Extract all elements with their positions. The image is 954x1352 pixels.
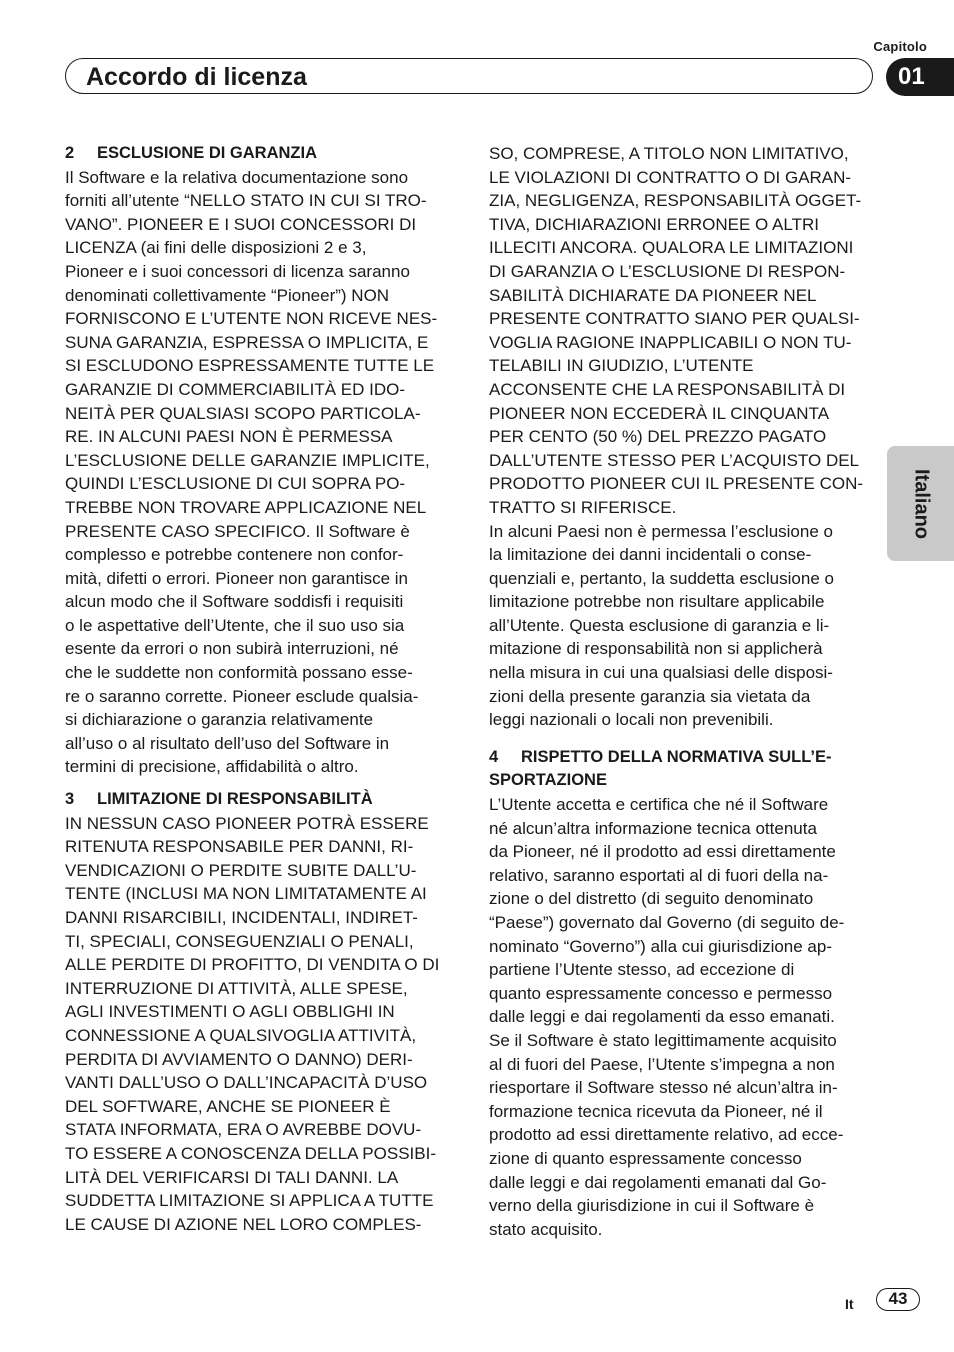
chapter-number: 01 — [898, 63, 925, 90]
section-body-3-continued: SO, COMPRESE, A TITOLO NON LIMITATIVO, LE VIOLAZIONI DI CONTRATTO O DI GARAN- ZIA, NEGLIGENZA, RESPONSABILITÀ OGGET- TIVA, DICHIARAZIONI ERRONEE O ALTRI ILLECITI ANCORA. QUALORA LE LIMITAZIONI DI GARANZIA O L’ESCLUSIONE DI RESPON- SABILITÀ DICHIARATE DA PIONEER NEL PRESENTE CONTRATTO SIANO PER QUALSI- VOGLIA RAGIONE INAPPLICABILI O NON TU- TELABILI IN GIUDIZIO, L’UTENTE ACCONSENTE CHE LA RESPONSABILITÀ DI PIONEER NON ECCEDERÀ IL CINQUANTA PER CENTO (50 %) DEL PREZZO PAGATO DALL’UTENTE STESSO PER L’ACQUISTO DEL PRODOTTO PIONEER CUI IL PRESENTE CON- TRATTO SI RIFERISCE. — [489, 144, 864, 517]
section-body-2: Il Software e la relativa documentazione sono forniti all’utente “NELLO STATO IN CUI SI TRO- VANO”. PIONEER E I SUOI CONCESSORI DI LICENZA (ai fini delle disposizioni 2 e 3, Pioneer e i suoi concessori di licenza saranno denominati collettivamente “Pioneer”) NON FORNISCONO E L’UTENTE NON RICEVE NES- SUNA GARANZIA, ESPRESSA O IMPLICITA, E SI ESCLUDONO ESPRESSAMENTE TUTTE LE GARANZIE DI COMMERCIABILITÀ ED IDO- NEITÀ PER QUALSIASI SCOPO PARTICOLA- RE. IN ALCUNI PAESI NON È PERMESSA L’ESCLUSIONE DELLE GARANZIE IMPLICITE, QUINDI L’ESCLUSIONE DI CUI SOPRA PO- TREBBE NON TROVARE APPLICAZIONE NEL PRESENTE CASO SPECIFICO. Il Software è complesso e potrebbe contenere non confor- mità, difetti o errori. Pioneer non garantisce in alcun modo che il Software soddisfi i requisiti o le aspettative dell’Utente, che il suo uso sia esente da errori o non subirà interruzioni, né che le suddette non conformità possano esse- re o saranno corrette. Pioneer esclude qualsia- si dichiarazione o garanzia relativamente all’uso o al risultato dell’uso del Software in termini di precisione, affidabilità o altro. — [65, 167, 438, 777]
right-column — [489, 142, 879, 1241]
page-number: 43 — [888, 1289, 908, 1308]
title-bar — [65, 58, 873, 94]
section-heading-4 — [489, 746, 879, 793]
language-side-label: Italiano — [910, 468, 932, 539]
section-title-2: ESCLUSIONE DI GARANZIA — [97, 144, 318, 162]
section-number-4: 4 — [489, 747, 499, 766]
section-number-3: 3 — [65, 790, 75, 809]
section-heading-3 — [65, 788, 455, 812]
page-title: Accordo di licenza — [86, 63, 307, 91]
section-body-3: IN NESSUN CASO PIONEER POTRÀ ESSERE RITENUTA RESPONSABILE PER DANNI, RI- VENDICAZIONI O PERDITE SUBITE DALL’U- TENTE (INCLUSI MA NON LIMITATAMENTE AI DANNI RISARCIBILI, INCIDENTALI, INDIRET- TI, SPECIALI, CONSEGUENZIALI O PENALI, ALLE PERDITE DI PROFITTO, DI VENDITA O DI INTERRUZIONE DI ATTIVITÀ, ALLE SPESE, AGLI INVESTIMENTI O AGLI OBBLIGHI IN CONNESSIONE A QUALSIVOGLIA ATTIVITÀ, PERDITA DI AVVIAMENTO O DANNO) DERI- VANTI DALL’USO O DALL’INCAPACITÀ D’USO DEL SOFTWARE, ANCHE SE PIONEER È STATA INFORMATA, ERA O AVREBBE DOVU- TO ESSERE A CONOSCENZA DELLA POSSIBI- LITÀ DEL VERIFICARSI DI TALI DANNI. LA SUDDETTA LIMITAZIONE SI APPLICA A TUTTE LE CAUSE DI AZIONE NEL LORO COMPLES- — [65, 813, 440, 1234]
section-heading-2 — [65, 142, 455, 166]
footer-language-code: It — [845, 1296, 854, 1312]
section-title-4-line-1: RISPETTO DELLA NORMATIVA SULL’E- — [521, 747, 832, 766]
chapter-tab — [886, 58, 954, 96]
section-number-2: 2 — [65, 144, 75, 162]
section-title-3: LIMITAZIONE DI RESPONSABILITÀ — [97, 790, 373, 809]
section-body-3-paragraph-2: In alcuni Paesi non è permessa l’esclusione o la limitazione dei danni incidentali o conse- quenziali e, pertanto, la suddetta esclusione o limitazione potrebbe non risultare applicabile all’Utente. Questa esclusione di garanzia e li- mitazione di responsabilità non si applicherà nella misura in cui una qualsiasi delle disposi- zioni della presente garanzia sia vietata da leggi nazionali o locali non prevenibili. — [489, 521, 834, 730]
section-title-4-line-2: SPORTAZIONE — [489, 771, 607, 790]
language-side-tab — [887, 446, 954, 561]
page-number-badge — [876, 1288, 920, 1311]
chapter-label: Capitolo — [873, 39, 927, 54]
section-body-4: L’Utente accetta e certifica che né il Software né alcun’altra informazione tecnica ottenuta da Pioneer, né il prodotto ad essi direttamente relativo, saranno esportati al di fuori della na- zione o del distretto (di seguito denominato “Paese”) governato dal Governo (di seguito de- nominato “Governo”) alla cui giurisdizione ap- partiene l’Utente stesso, ad eccezione di quanto espressamente concesso e permesso dalle leggi e dai regolamenti da esso emanati. Se il Software è stato legittimamente acquisito al di fuori del Paese, l’Utente s’impegna a non riesportare il Software stesso né alcun’altra in- formazione tecnica ricevuta da Pioneer, né il prodotto ad essi direttamente relativo, ad ecce- zione di quanto espressamente concesso dalle leggi e dai regolamenti emanati dal Go- verno della giurisdizione in cui il Software è stato acquisito. — [489, 795, 845, 1239]
left-column — [65, 142, 455, 1236]
